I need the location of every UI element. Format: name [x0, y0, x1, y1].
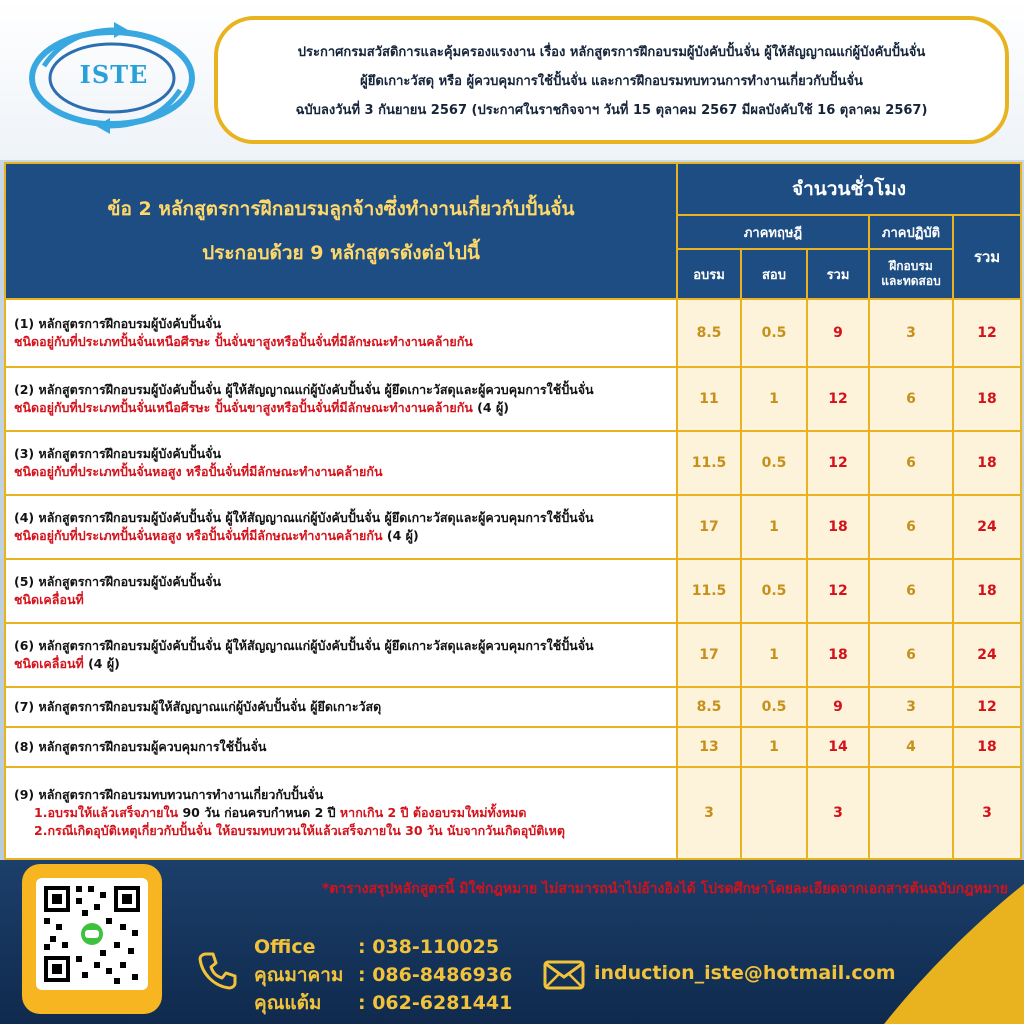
train-hours: 11.5: [677, 431, 741, 495]
practice-hours: [869, 767, 953, 859]
col-train-header: อบรม: [677, 249, 741, 299]
exam-hours: 1: [741, 367, 807, 431]
practice-hours: 6: [869, 623, 953, 687]
gold-corner-decoration: [864, 884, 1024, 1024]
practice-hours: 6: [869, 495, 953, 559]
total-hours: 24: [953, 495, 1021, 559]
person2-phone[interactable]: : 062-6281441: [358, 992, 513, 1014]
refresher-rule-1-b: 90 วัน ก่อนครบกำหนด 2 ปี: [182, 805, 336, 820]
announcement-line-3: ฉบับลงวันที่ 3 กันยายน 2567 (ประกาศในราชกิจจาฯ วันที่ 15 ตุลาคม 2567 มีผลบังคับใช้ 16 ตุลาคม 2567): [295, 103, 928, 118]
total-hours: 24: [953, 623, 1021, 687]
course-line-1: (8) หลักสูตรการฝึกอบรมผู้ควบคุมการใช้ปั้นจั่น: [14, 739, 267, 754]
practice-hours: 6: [869, 367, 953, 431]
course-line-1: (2) หลักสูตรการฝึกอบรมผู้บังคับปั้นจั่น ผู้ให้สัญญาณแก่ผู้บังคับปั้นจั่น ผู้ยึดเกาะวัสดุและผู้ควบคุมการใช้ปั้นจั่น: [14, 382, 594, 397]
refresher-rule-2: 2.กรณีเกิดอุบัติเหตุเกี่ยวกับปั้นจั่น ให้อบรมทบทวนให้แล้วเสร็จภายใน 30 วัน นับจากวันเกิดอุบัติเหตุ: [34, 823, 565, 838]
course-line-1: (6) หลักสูตรการฝึกอบรมผู้บังคับปั้นจั่น ผู้ให้สัญญาณแก่ผู้บังคับปั้นจั่น ผู้ยึดเกาะวัสดุและผู้ควบคุมการใช้ปั้นจั่น: [14, 638, 594, 653]
theory-sum-hours: 12: [807, 559, 869, 623]
person1-contact: [254, 962, 512, 988]
course-line-1: (7) หลักสูตรการฝึกอบรมผู้ให้สัญญาณแก่ผู้บังคับปั้นจั่น ผู้ยึดเกาะวัสดุ: [14, 699, 382, 714]
train-hours: 17: [677, 495, 741, 559]
exam-hours: [741, 767, 807, 859]
course-line-1: (3) หลักสูตรการฝึกอบรมผู้บังคับปั้นจั่น: [14, 446, 222, 461]
col-exam-header: สอบ: [741, 249, 807, 299]
table-row: [5, 687, 1021, 727]
col-practice-header-line-2: และทดสอบ: [881, 274, 941, 288]
theory-sum-hours: 14: [807, 727, 869, 767]
course-name: [5, 687, 677, 727]
total-header: รวม: [953, 215, 1021, 299]
course-name: [5, 367, 677, 431]
table-row: [5, 623, 1021, 687]
table-row: [5, 495, 1021, 559]
train-hours: 8.5: [677, 687, 741, 727]
course-name: [5, 431, 677, 495]
course-line-2: ชนิดเคลื่อนที่: [14, 592, 84, 607]
phone-icon: [196, 948, 240, 992]
practice-hours: 6: [869, 559, 953, 623]
theory-sum-hours: 18: [807, 495, 869, 559]
course-name: [5, 767, 677, 859]
exam-hours: 1: [741, 623, 807, 687]
course-line-2: ชนิดอยู่กับที่ประเภทปั้นจั่นหอสูง หรือปั้นจั่นที่มีลักษณะทำงานคล้ายกัน: [14, 464, 383, 479]
course-suffix: (4 ผู้): [382, 528, 419, 543]
course-name: [5, 559, 677, 623]
table-row-refresher: [5, 767, 1021, 859]
table-row: [5, 431, 1021, 495]
theory-sum-hours: 18: [807, 623, 869, 687]
table-row: [5, 559, 1021, 623]
office-label: Office: [254, 936, 316, 958]
refresher-title: (9) หลักสูตรการฝึกอบรมทบทวนการทำงานเกี่ยวกับปั้นจั่น: [14, 787, 324, 802]
announcement-box: [214, 16, 1009, 144]
course-line-2: ชนิดอยู่กับที่ประเภทปั้นจั่นหอสูง หรือปั้นจั่นที่มีลักษณะทำงานคล้ายกัน: [14, 528, 383, 543]
exam-hours: 1: [741, 495, 807, 559]
table-title: [5, 163, 677, 299]
col-practice-header-line-1: ฝึกอบรม: [889, 259, 933, 273]
person1-label: คุณมาคาม: [254, 964, 344, 986]
theory-sum-hours: 3: [807, 767, 869, 859]
train-hours: 8.5: [677, 299, 741, 367]
course-name: [5, 299, 677, 367]
office-phone[interactable]: : 038-110025: [358, 936, 500, 958]
refresher-rule-1: [14, 804, 668, 822]
practice-header: ภาคปฏิบัติ: [869, 215, 953, 249]
person1-phone[interactable]: : 086-8486936: [358, 964, 513, 986]
course-line-2: ชนิดอยู่กับที่ประเภทปั้นจั่นเหนือศีรษะ ปั้นจั่นขาสูงหรือปั้นจั่นที่มีลักษณะทำงานคล้ายกัน: [14, 334, 473, 349]
table-title-line-2: ประกอบด้วย 9 หลักสูตรดังต่อไปนี้: [202, 242, 480, 264]
table-row: [5, 727, 1021, 767]
qr-card[interactable]: [22, 864, 162, 1014]
total-hours: 3: [953, 767, 1021, 859]
theory-sum-hours: 9: [807, 687, 869, 727]
table-row: [5, 299, 1021, 367]
mail-icon: [543, 960, 585, 990]
course-name: [5, 495, 677, 559]
exam-hours: 0.5: [741, 559, 807, 623]
course-name: [5, 623, 677, 687]
office-contact: [254, 934, 499, 960]
qr-code-graphic: [36, 878, 148, 990]
train-hours: 17: [677, 623, 741, 687]
col-practice-header: [869, 249, 953, 299]
total-hours: 18: [953, 367, 1021, 431]
total-hours: 18: [953, 727, 1021, 767]
course-name: [5, 727, 677, 767]
train-hours: 11: [677, 367, 741, 431]
table-title-line-1: ข้อ 2 หลักสูตรการฝึกอบรมลูกจ้างซึ่งทำงานเกี่ยวกับปั้นจั่น: [107, 198, 575, 220]
hours-header: จำนวนชั่วโมง: [677, 163, 1021, 215]
course-hours-table: [4, 162, 1022, 860]
practice-hours: 4: [869, 727, 953, 767]
course-line-1: (1) หลักสูตรการฝึกอบรมผู้บังคับปั้นจั่น: [14, 316, 222, 331]
total-hours: 18: [953, 431, 1021, 495]
train-hours: 11.5: [677, 559, 741, 623]
course-line-2: ชนิดอยู่กับที่ประเภทปั้นจั่นเหนือศีรษะ ปั้นจั่นขาสูงหรือปั้นจั่นที่มีลักษณะทำงานคล้ายกัน: [14, 400, 473, 415]
theory-sum-hours: 9: [807, 299, 869, 367]
refresher-rule-1-c: หากเกิน 2 ปี ต้องอบรมใหม่ทั้งหมด: [335, 805, 527, 820]
col-sum-header: รวม: [807, 249, 869, 299]
exam-hours: 0.5: [741, 299, 807, 367]
practice-hours: 3: [869, 687, 953, 727]
course-line-1: (5) หลักสูตรการฝึกอบรมผู้บังคับปั้นจั่น: [14, 574, 222, 589]
theory-sum-hours: 12: [807, 367, 869, 431]
person2-label: คุณแต้ม: [254, 992, 322, 1014]
logo-text: ISTE: [79, 60, 149, 89]
course-line-2: ชนิดเคลื่อนที่: [14, 656, 84, 671]
course-line-1: (4) หลักสูตรการฝึกอบรมผู้บังคับปั้นจั่น ผู้ให้สัญญาณแก่ผู้บังคับปั้นจั่น ผู้ยึดเกาะวัสดุและผู้ควบคุมการใช้ปั้นจั่น: [14, 510, 594, 525]
train-hours: 13: [677, 727, 741, 767]
refresher-rule-1-a: 1.อบรมให้แล้วเสร็จภายใน: [34, 805, 183, 820]
announcement-line-2: ผู้ยึดเกาะวัสดุ หรือ ผู้ควบคุมการใช้ปั้นจั่น และการฝึกอบรมทบทวนการทำงานเกี่ยวกับปั้นจั่น: [360, 74, 863, 89]
total-hours: 12: [953, 299, 1021, 367]
exam-hours: 0.5: [741, 431, 807, 495]
total-hours: 12: [953, 687, 1021, 727]
total-hours: 18: [953, 559, 1021, 623]
person2-contact: [254, 990, 512, 1016]
practice-hours: 3: [869, 299, 953, 367]
qr-code-icon[interactable]: [36, 878, 148, 990]
practice-hours: 6: [869, 431, 953, 495]
disclaimer-text: *ตารางสรุปหลักสูตรนี้ มิใช่กฎหมาย ไม่สามารถนำไปอ้างอิงได้ โปรดศึกษาโดยละเอียดจากเอกสารต้นฉบับกฎหมาย: [321, 881, 1008, 897]
announcement-line-1: ประกาศกรมสวัสดิการและคุ้มครองแรงงาน เรื่อง หลักสูตรการฝึกอบรมผู้บังคับปั้นจั่น ผู้ให้สัญญาณแก่ผู้บังคับปั้นจั่น: [297, 45, 926, 60]
exam-hours: 1: [741, 727, 807, 767]
theory-sum-hours: 12: [807, 431, 869, 495]
train-hours: 3: [677, 767, 741, 859]
course-suffix: (4 ผู้): [83, 656, 120, 671]
table-row: [5, 367, 1021, 431]
exam-hours: 0.5: [741, 687, 807, 727]
course-suffix: (4 ผู้): [472, 400, 509, 415]
theory-header: ภาคทฤษฎี: [677, 215, 869, 249]
email-link[interactable]: induction_iste@hotmail.com: [594, 962, 896, 984]
